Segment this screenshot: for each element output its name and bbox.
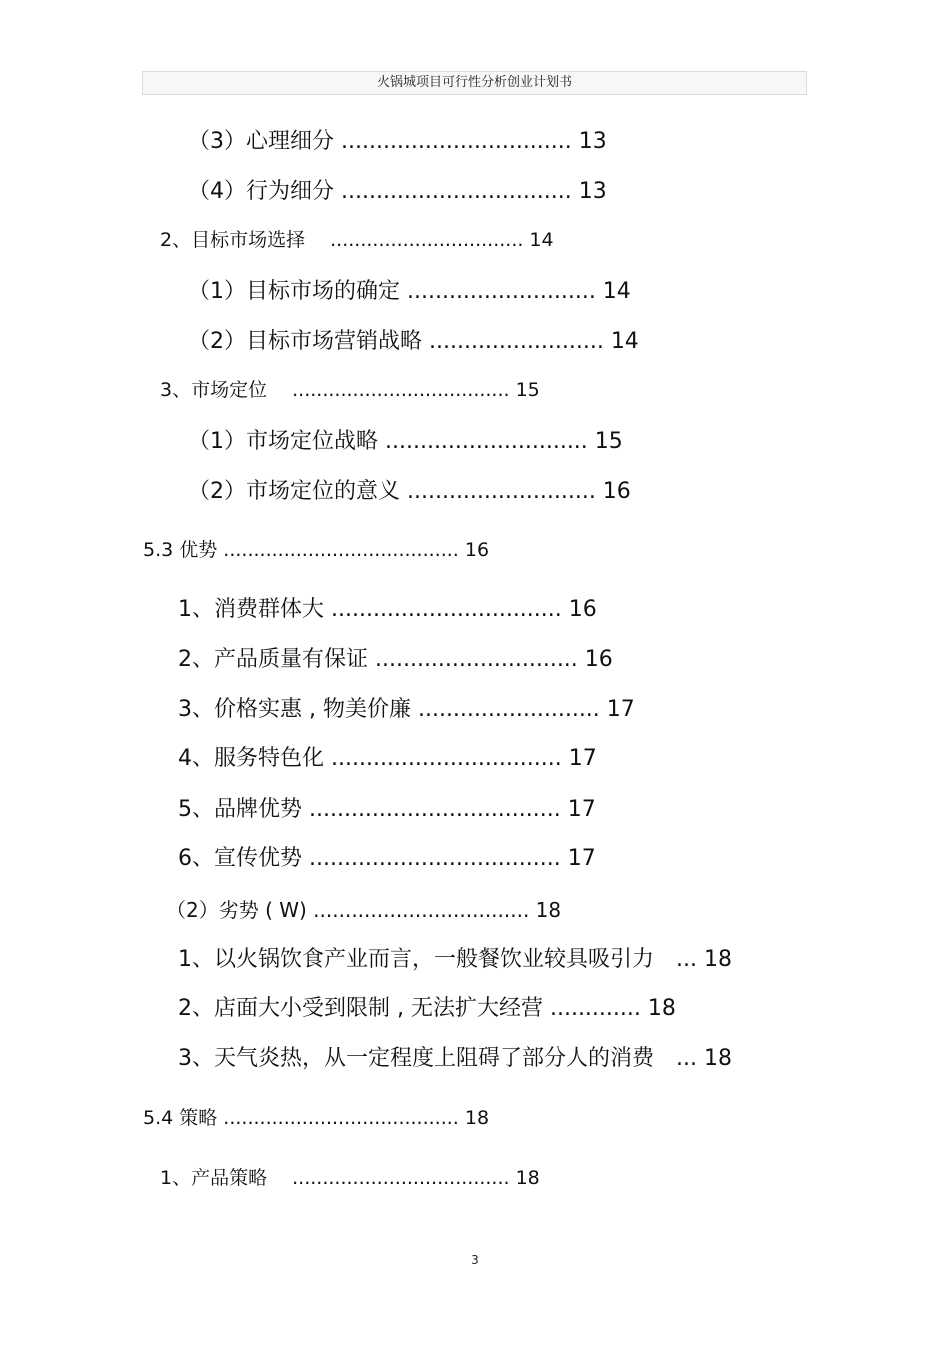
toc-section-heading: 5.3 优势 ....................................... 16 <box>143 539 490 561</box>
toc-entry: 4、服务特色化 ................................. 17 <box>178 746 597 771</box>
toc-entry: 3、价格实惠 , 物美价廉 .......................... 17 <box>178 697 635 722</box>
toc-entry: 2、产品质量有保证 ............................. 16 <box>178 647 613 672</box>
toc-entry: 6、宣传优势 .................................... 17 <box>178 846 596 871</box>
toc-entry: （2）劣势 ( W) .................................. 18 <box>166 898 562 922</box>
toc-entry: （1）目标市场的确定 ........................... 14 <box>188 279 631 304</box>
toc-entry: 1、产品策略 .................................... 18 <box>160 1167 540 1189</box>
toc-entry: （2）市场定位的意义 ........................... 16 <box>188 479 631 504</box>
toc-entry: （4）行为细分 ................................. 13 <box>188 179 607 204</box>
toc-entry: 5、品牌优势 .................................... 17 <box>178 797 596 822</box>
toc-entry: 1、消费群体大 ................................. 16 <box>178 597 597 622</box>
toc-entry: 2、店面大小受到限制 , 无法扩大经营 ............. 18 <box>178 996 676 1021</box>
toc-entry: （1）市场定位战略 ............................. 15 <box>188 429 623 454</box>
toc-entry: （2）目标市场营销战略 ......................... 14 <box>188 329 639 354</box>
running-header: 火锅城项目可行性分析创业计划书 <box>142 71 807 95</box>
toc-section-heading: 5.4 策略 ....................................... 18 <box>143 1107 490 1129</box>
toc-entry: 2、目标市场选择 ................................ 14 <box>160 229 554 251</box>
toc-entry: （3）心理细分 ................................. 13 <box>188 129 607 154</box>
toc-entry: 3、市场定位 .................................... 15 <box>160 379 540 401</box>
toc-entry: 1、以火锅饮食产业而言，一般餐饮业较具吸引力 ... 18 <box>178 947 732 972</box>
page-number: 3 <box>471 1253 479 1267</box>
toc-entry: 3、天气炎热，从一定程度上阻碍了部分人的消费 ... 18 <box>178 1046 732 1071</box>
